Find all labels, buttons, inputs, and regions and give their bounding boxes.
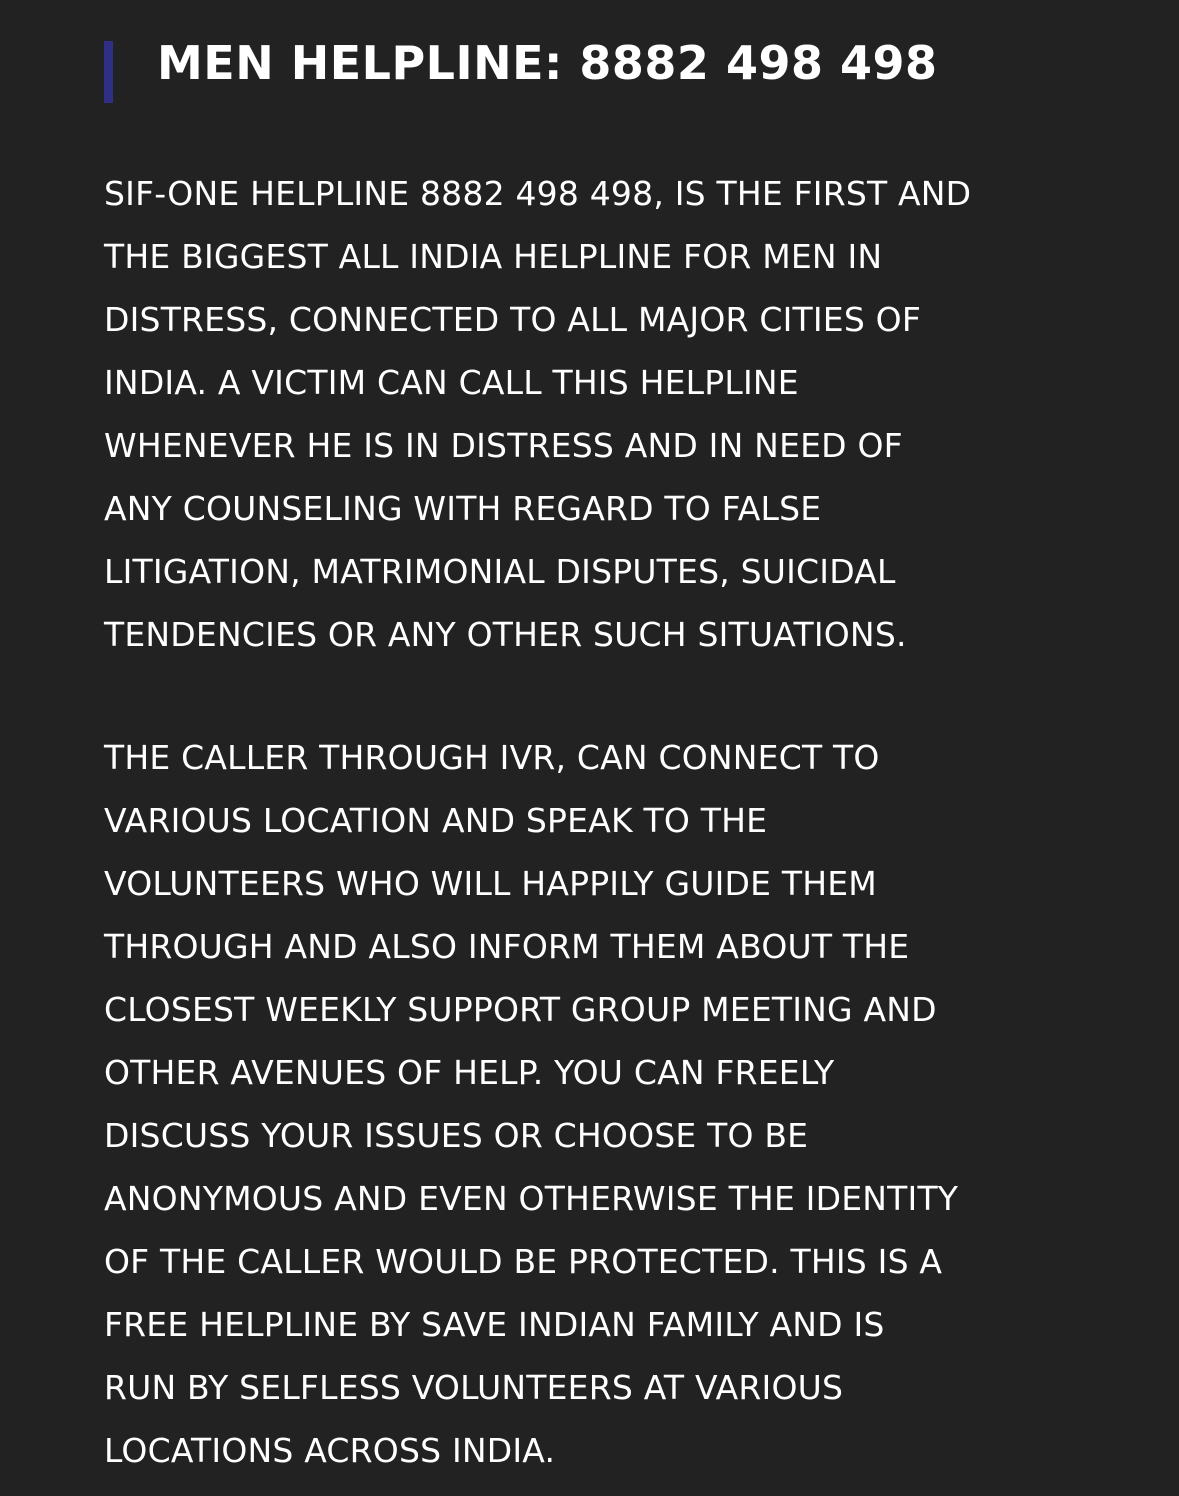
paragraph-line: THE BIGGEST ALL INDIA HELPLINE FOR MEN IN: [104, 237, 883, 276]
paragraph-line: CLOSEST WEEKLY SUPPORT GROUP MEETING AND: [104, 990, 937, 1029]
paragraph-line: RUN BY SELFLESS VOLUNTEERS AT VARIOUS: [104, 1368, 844, 1407]
helpline-description-paragraph: [104, 162, 1104, 666]
caller-ivr-paragraph: [104, 726, 1104, 1482]
paragraph-line: WHENEVER HE IS IN DISTRESS AND IN NEED OF: [104, 426, 903, 465]
paragraph-line: INDIA. A VICTIM CAN CALL THIS HELPLINE: [104, 363, 799, 402]
paragraph-line: SIF-ONE HELPLINE 8882 498 498, IS THE FIRST AND: [104, 174, 972, 213]
page-title: MEN HELPLINE: 8882 498 498: [157, 36, 938, 90]
paragraph-line: DISTRESS, CONNECTED TO ALL MAJOR CITIES OF: [104, 300, 922, 339]
paragraph-line: FREE HELPLINE BY SAVE INDIAN FAMILY AND IS: [104, 1305, 885, 1344]
paragraph-line: LITIGATION, MATRIMONIAL DISPUTES, SUICIDAL: [104, 552, 896, 591]
paragraph-line: ANY COUNSELING WITH REGARD TO FALSE: [104, 489, 822, 528]
paragraph-line: THE CALLER THROUGH IVR, CAN CONNECT TO: [104, 738, 880, 777]
paragraph-line: THROUGH AND ALSO INFORM THEM ABOUT THE: [104, 927, 910, 966]
paragraph-line: OTHER AVENUES OF HELP. YOU CAN FREELY: [104, 1053, 835, 1092]
paragraph-line: LOCATIONS ACROSS INDIA.: [104, 1431, 556, 1470]
paragraph-line: VOLUNTEERS WHO WILL HAPPILY GUIDE THEM: [104, 864, 877, 903]
paragraph-line: TENDENCIES OR ANY OTHER SUCH SITUATIONS.: [104, 615, 907, 654]
paragraph-line: DISCUSS YOUR ISSUES OR CHOOSE TO BE: [104, 1116, 809, 1155]
heading-accent-bar: [104, 41, 113, 103]
paragraph-line: VARIOUS LOCATION AND SPEAK TO THE: [104, 801, 768, 840]
paragraph-line: OF THE CALLER WOULD BE PROTECTED. THIS IS A: [104, 1242, 943, 1281]
paragraph-line: ANONYMOUS AND EVEN OTHERWISE THE IDENTITY: [104, 1179, 959, 1218]
